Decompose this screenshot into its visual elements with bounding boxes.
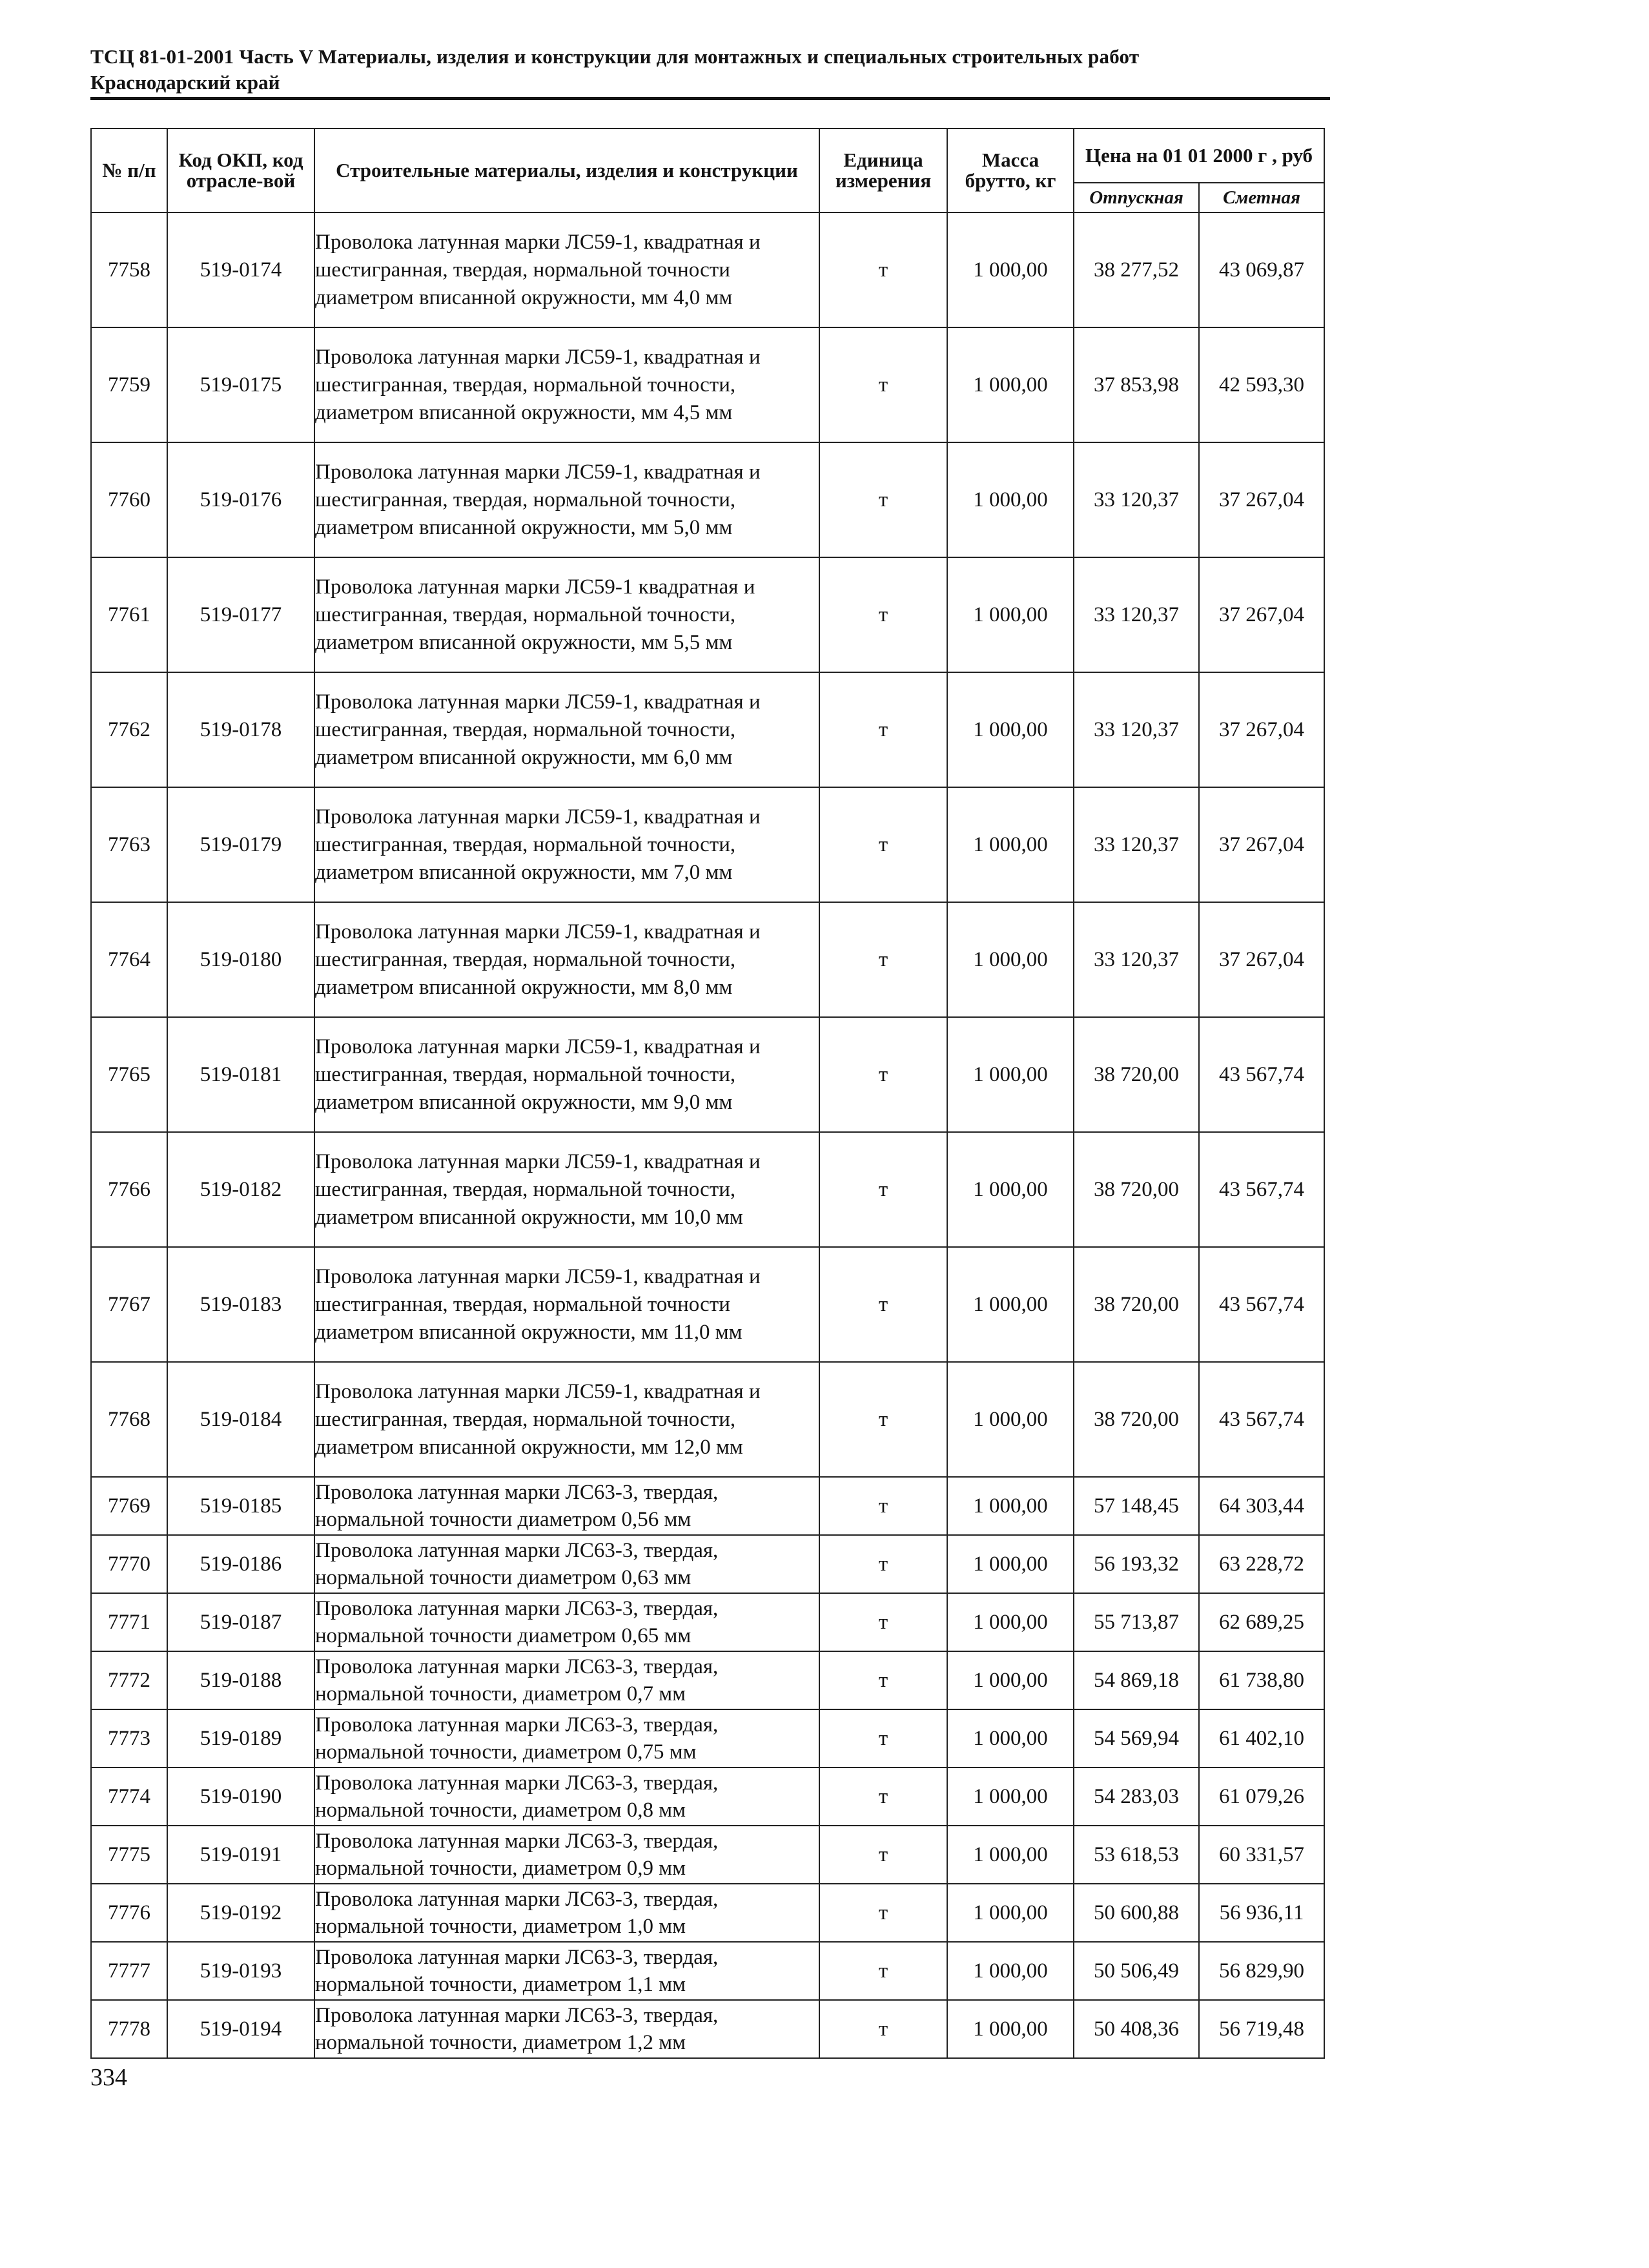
material-description: Проволока латунная марки ЛС63-3, твердая, нормальной точности, диаметром 0,8 мм <box>314 1768 819 1826</box>
unit-of-measure: т <box>819 1017 947 1132</box>
estimate-price: 42 593,30 <box>1199 327 1324 442</box>
table-row <box>91 2000 1324 2058</box>
unit-of-measure: т <box>819 1362 947 1477</box>
okp-code: 519-0191 <box>167 1826 314 1884</box>
table-row <box>91 1535 1324 1593</box>
estimate-price: 43 567,74 <box>1199 1132 1324 1247</box>
gross-mass: 1 000,00 <box>947 1826 1074 1884</box>
release-price: 50 600,88 <box>1074 1884 1199 1942</box>
release-price: 33 120,37 <box>1074 557 1199 672</box>
page-number: 334 <box>90 2064 127 2091</box>
release-price: 38 720,00 <box>1074 1362 1199 1477</box>
row-number: 7760 <box>91 442 167 557</box>
row-number: 7770 <box>91 1535 167 1593</box>
table-row <box>91 212 1324 327</box>
material-description: Проволока латунная марки ЛС63-3, твердая, нормальной точности, диаметром 1,2 мм <box>314 2000 819 2058</box>
column-header-price-release: Отпускная <box>1074 183 1199 212</box>
table-row <box>91 1884 1324 1942</box>
estimate-price: 37 267,04 <box>1199 557 1324 672</box>
material-description: Проволока латунная марки ЛС59-1, квадратная и шестигранная, твердая, нормальной точности, диаметром вписанной окружности, мм 4,5 мм <box>314 327 819 442</box>
gross-mass: 1 000,00 <box>947 1362 1074 1477</box>
row-number: 7763 <box>91 787 167 902</box>
gross-mass: 1 000,00 <box>947 327 1074 442</box>
row-number: 7759 <box>91 327 167 442</box>
table-row <box>91 1362 1324 1477</box>
table-row <box>91 1477 1324 1535</box>
table-row <box>91 1247 1324 1362</box>
unit-of-measure: т <box>819 1593 947 1651</box>
gross-mass: 1 000,00 <box>947 557 1074 672</box>
gross-mass: 1 000,00 <box>947 1884 1074 1942</box>
row-number: 7762 <box>91 672 167 787</box>
table-row <box>91 1017 1324 1132</box>
material-description: Проволока латунная марки ЛС59-1, квадратная и шестигранная, твердая, нормальной точности, диаметром вписанной окружности, мм 7,0 мм <box>314 787 819 902</box>
gross-mass: 1 000,00 <box>947 1651 1074 1709</box>
material-description: Проволока латунная марки ЛС63-3, твердая, нормальной точности, диаметром 0,9 мм <box>314 1826 819 1884</box>
gross-mass: 1 000,00 <box>947 2000 1074 2058</box>
estimate-price: 37 267,04 <box>1199 672 1324 787</box>
table-row <box>91 1593 1324 1651</box>
gross-mass: 1 000,00 <box>947 1247 1074 1362</box>
okp-code: 519-0186 <box>167 1535 314 1593</box>
release-price: 38 720,00 <box>1074 1132 1199 1247</box>
table-row <box>91 1826 1324 1884</box>
unit-of-measure: т <box>819 442 947 557</box>
table-header-row <box>91 129 1324 183</box>
row-number: 7761 <box>91 557 167 672</box>
unit-of-measure: т <box>819 327 947 442</box>
estimate-price: 43 567,74 <box>1199 1017 1324 1132</box>
okp-code: 519-0187 <box>167 1593 314 1651</box>
okp-code: 519-0194 <box>167 2000 314 2058</box>
row-number: 7778 <box>91 2000 167 2058</box>
header-divider <box>90 97 1330 100</box>
okp-code: 519-0178 <box>167 672 314 787</box>
estimate-price: 61 402,10 <box>1199 1709 1324 1768</box>
material-description: Проволока латунная марки ЛС59-1, квадратная и шестигранная, твердая, нормальной точности, диаметром вписанной окружности, мм 9,0 мм <box>314 1017 819 1132</box>
estimate-price: 60 331,57 <box>1199 1826 1324 1884</box>
material-description: Проволока латунная марки ЛС63-3, твердая, нормальной точности, диаметром 1,0 мм <box>314 1884 819 1942</box>
table-row <box>91 787 1324 902</box>
column-header-price-group: Цена на 01 01 2000 г , руб <box>1074 129 1324 183</box>
estimate-price: 56 719,48 <box>1199 2000 1324 2058</box>
estimate-price: 64 303,44 <box>1199 1477 1324 1535</box>
gross-mass: 1 000,00 <box>947 1017 1074 1132</box>
estimate-price: 43 567,74 <box>1199 1362 1324 1477</box>
table-row <box>91 672 1324 787</box>
gross-mass: 1 000,00 <box>947 1768 1074 1826</box>
gross-mass: 1 000,00 <box>947 1942 1074 2000</box>
okp-code: 519-0176 <box>167 442 314 557</box>
material-description: Проволока латунная марки ЛС59-1, квадратная и шестигранная, твердая, нормальной точности диаметром вписанной окружности, мм 11,0 мм <box>314 1247 819 1362</box>
okp-code: 519-0182 <box>167 1132 314 1247</box>
okp-code: 519-0175 <box>167 327 314 442</box>
unit-of-measure: т <box>819 557 947 672</box>
estimate-price: 61 079,26 <box>1199 1768 1324 1826</box>
price-table <box>90 128 1325 2059</box>
release-price: 38 277,52 <box>1074 212 1199 327</box>
material-description: Проволока латунная марки ЛС63-3, твердая, нормальной точности, диаметром 0,7 мм <box>314 1651 819 1709</box>
column-header-code: Код ОКП, код отрасле-вой <box>167 129 314 212</box>
unit-of-measure: т <box>819 2000 947 2058</box>
table-row <box>91 1132 1324 1247</box>
unit-of-measure: т <box>819 672 947 787</box>
unit-of-measure: т <box>819 1477 947 1535</box>
material-description: Проволока латунная марки ЛС59-1, квадратная и шестигранная, твердая, нормальной точности диаметром вписанной окружности, мм 4,0 мм <box>314 212 819 327</box>
estimate-price: 37 267,04 <box>1199 902 1324 1017</box>
column-header-unit: Единица измерения <box>819 129 947 212</box>
region-subtitle: Краснодарский край <box>90 71 280 94</box>
row-number: 7774 <box>91 1768 167 1826</box>
table-row <box>91 1651 1324 1709</box>
estimate-price: 37 267,04 <box>1199 787 1324 902</box>
material-description: Проволока латунная марки ЛС63-3, твердая, нормальной точности диаметром 0,56 мм <box>314 1477 819 1535</box>
row-number: 7768 <box>91 1362 167 1477</box>
estimate-price: 43 069,87 <box>1199 212 1324 327</box>
release-price: 55 713,87 <box>1074 1593 1199 1651</box>
okp-code: 519-0184 <box>167 1362 314 1477</box>
material-description: Проволока латунная марки ЛС59-1, квадратная и шестигранная, твердая, нормальной точности, диаметром вписанной окружности, мм 8,0 мм <box>314 902 819 1017</box>
unit-of-measure: т <box>819 212 947 327</box>
column-header-num: № п/п <box>91 129 167 212</box>
release-price: 54 283,03 <box>1074 1768 1199 1826</box>
table-body <box>91 212 1324 2058</box>
table-row <box>91 1709 1324 1768</box>
release-price: 38 720,00 <box>1074 1017 1199 1132</box>
release-price: 50 408,36 <box>1074 2000 1199 2058</box>
unit-of-measure: т <box>819 1247 947 1362</box>
row-number: 7765 <box>91 1017 167 1132</box>
material-description: Проволока латунная марки ЛС59-1 квадратная и шестигранная, твердая, нормальной точности, диаметром вписанной окружности, мм 5,5 мм <box>314 557 819 672</box>
gross-mass: 1 000,00 <box>947 1132 1074 1247</box>
row-number: 7777 <box>91 1942 167 2000</box>
unit-of-measure: т <box>819 1884 947 1942</box>
okp-code: 519-0181 <box>167 1017 314 1132</box>
material-description: Проволока латунная марки ЛС63-3, твердая, нормальной точности, диаметром 0,75 мм <box>314 1709 819 1768</box>
gross-mass: 1 000,00 <box>947 1593 1074 1651</box>
document-title: ТСЦ 81-01-2001 Часть V Материалы, изделия и конструкции для монтажных и специальных строительных работ <box>90 45 1140 68</box>
okp-code: 519-0179 <box>167 787 314 902</box>
gross-mass: 1 000,00 <box>947 1535 1074 1593</box>
estimate-price: 43 567,74 <box>1199 1247 1324 1362</box>
gross-mass: 1 000,00 <box>947 1709 1074 1768</box>
material-description: Проволока латунная марки ЛС63-3, твердая, нормальной точности, диаметром 1,1 мм <box>314 1942 819 2000</box>
release-price: 54 569,94 <box>1074 1709 1199 1768</box>
table-row <box>91 902 1324 1017</box>
okp-code: 519-0185 <box>167 1477 314 1535</box>
unit-of-measure: т <box>819 1826 947 1884</box>
unit-of-measure: т <box>819 787 947 902</box>
material-description: Проволока латунная марки ЛС59-1, квадратная и шестигранная, твердая, нормальной точности, диаметром вписанной окружности, мм 6,0 мм <box>314 672 819 787</box>
okp-code: 519-0188 <box>167 1651 314 1709</box>
estimate-price: 63 228,72 <box>1199 1535 1324 1593</box>
okp-code: 519-0193 <box>167 1942 314 2000</box>
release-price: 53 618,53 <box>1074 1826 1199 1884</box>
estimate-price: 37 267,04 <box>1199 442 1324 557</box>
gross-mass: 1 000,00 <box>947 672 1074 787</box>
gross-mass: 1 000,00 <box>947 787 1074 902</box>
material-description: Проволока латунная марки ЛС63-3, твердая, нормальной точности диаметром 0,65 мм <box>314 1593 819 1651</box>
unit-of-measure: т <box>819 1535 947 1593</box>
row-number: 7767 <box>91 1247 167 1362</box>
page-header <box>90 44 1337 96</box>
okp-code: 519-0192 <box>167 1884 314 1942</box>
gross-mass: 1 000,00 <box>947 1477 1074 1535</box>
row-number: 7764 <box>91 902 167 1017</box>
unit-of-measure: т <box>819 1709 947 1768</box>
row-number: 7769 <box>91 1477 167 1535</box>
release-price: 37 853,98 <box>1074 327 1199 442</box>
estimate-price: 62 689,25 <box>1199 1593 1324 1651</box>
table-row <box>91 1768 1324 1826</box>
row-number: 7776 <box>91 1884 167 1942</box>
okp-code: 519-0174 <box>167 212 314 327</box>
row-number: 7775 <box>91 1826 167 1884</box>
release-price: 33 120,37 <box>1074 442 1199 557</box>
unit-of-measure: т <box>819 902 947 1017</box>
estimate-price: 61 738,80 <box>1199 1651 1324 1709</box>
column-header-mass: Масса брутто, кг <box>947 129 1074 212</box>
column-header-price-estimate: Сметная <box>1199 183 1324 212</box>
material-description: Проволока латунная марки ЛС63-3, твердая, нормальной точности диаметром 0,63 мм <box>314 1535 819 1593</box>
gross-mass: 1 000,00 <box>947 442 1074 557</box>
table-row <box>91 1942 1324 2000</box>
unit-of-measure: т <box>819 1942 947 2000</box>
release-price: 33 120,37 <box>1074 672 1199 787</box>
row-number: 7771 <box>91 1593 167 1651</box>
row-number: 7773 <box>91 1709 167 1768</box>
material-description: Проволока латунная марки ЛС59-1, квадратная и шестигранная, твердая, нормальной точности, диаметром вписанной окружности, мм 5,0 мм <box>314 442 819 557</box>
material-description: Проволока латунная марки ЛС59-1, квадратная и шестигранная, твердая, нормальной точности, диаметром вписанной окружности, мм 12,0 мм <box>314 1362 819 1477</box>
row-number: 7772 <box>91 1651 167 1709</box>
release-price: 38 720,00 <box>1074 1247 1199 1362</box>
okp-code: 519-0180 <box>167 902 314 1017</box>
okp-code: 519-0189 <box>167 1709 314 1768</box>
estimate-price: 56 829,90 <box>1199 1942 1324 2000</box>
material-description: Проволока латунная марки ЛС59-1, квадратная и шестигранная, твердая, нормальной точности, диаметром вписанной окружности, мм 10,0 мм <box>314 1132 819 1247</box>
release-price: 33 120,37 <box>1074 787 1199 902</box>
column-header-name: Строительные материалы, изделия и конструкции <box>314 129 819 212</box>
estimate-price: 56 936,11 <box>1199 1884 1324 1942</box>
release-price: 57 148,45 <box>1074 1477 1199 1535</box>
table-row <box>91 442 1324 557</box>
okp-code: 519-0177 <box>167 557 314 672</box>
okp-code: 519-0183 <box>167 1247 314 1362</box>
release-price: 54 869,18 <box>1074 1651 1199 1709</box>
okp-code: 519-0190 <box>167 1768 314 1826</box>
gross-mass: 1 000,00 <box>947 212 1074 327</box>
row-number: 7758 <box>91 212 167 327</box>
gross-mass: 1 000,00 <box>947 902 1074 1017</box>
release-price: 56 193,32 <box>1074 1535 1199 1593</box>
unit-of-measure: т <box>819 1651 947 1709</box>
unit-of-measure: т <box>819 1132 947 1247</box>
row-number: 7766 <box>91 1132 167 1247</box>
release-price: 50 506,49 <box>1074 1942 1199 2000</box>
table-row <box>91 557 1324 672</box>
release-price: 33 120,37 <box>1074 902 1199 1017</box>
unit-of-measure: т <box>819 1768 947 1826</box>
table-row <box>91 327 1324 442</box>
